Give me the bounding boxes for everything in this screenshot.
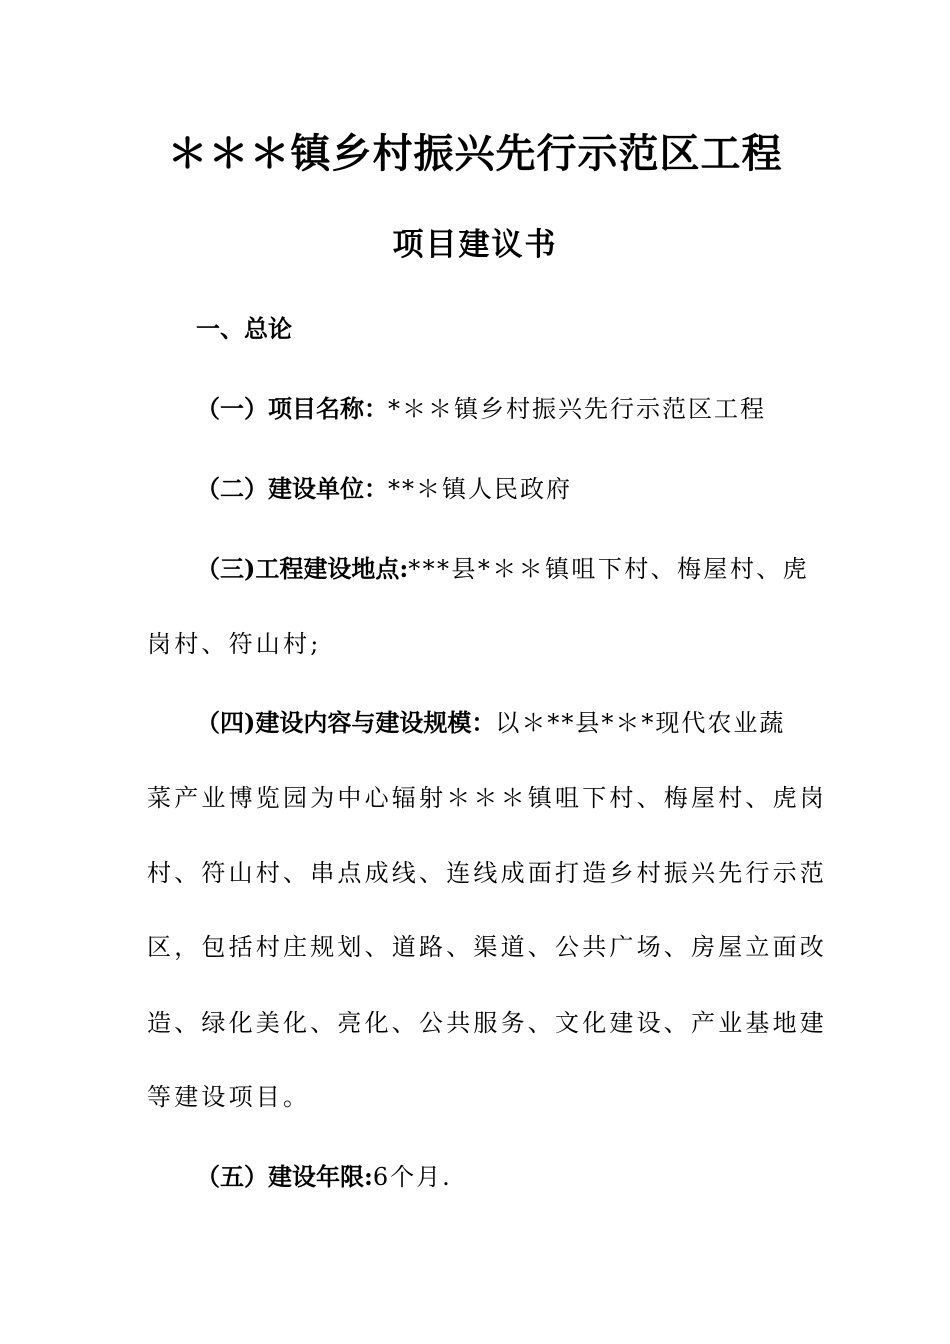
- item-value: ***县*＊＊镇咀下村、梅屋村、虎: [408, 555, 810, 583]
- item-value: *＊＊镇乡村振兴先行示范区工程: [388, 395, 766, 423]
- item-label: （五）建设年限:: [196, 1162, 373, 1191]
- section-heading: 一、总论: [196, 314, 292, 343]
- item-construction-period: [196, 1160, 452, 1194]
- item-construction-content: [196, 706, 785, 740]
- item-value: 以＊**县*＊*现代农业蔬: [495, 709, 786, 737]
- item-construction-site: [196, 552, 809, 586]
- content-line: 村、符山村、串点成线、连线成面打造乡村振兴先行示范: [147, 859, 827, 887]
- document-subtitle: 项目建议书: [392, 227, 558, 263]
- content-line: 造、绿化美化、亮化、公共服务、文化建设、产业基地建: [147, 1009, 827, 1037]
- content-line: 等建设项目。: [147, 1083, 311, 1111]
- item-label: （二）建设单位：: [196, 474, 388, 503]
- item-label: （一）项目名称：: [196, 394, 388, 423]
- item-construction-unit: [196, 472, 572, 506]
- content-line: 菜产业博览园为中心辐射＊＊＊镇咀下村、梅屋村、虎岗: [147, 784, 827, 812]
- item-value: 6个月.: [372, 1163, 452, 1191]
- item-project-name: [196, 392, 766, 426]
- item-label: （四)建设内容与建设规模：: [196, 708, 496, 737]
- content-line: 区，包括村庄规划、道路、渠道、公共广场、房屋立面改: [147, 933, 827, 961]
- item-construction-site-continuation: 岗村、符山村;: [147, 630, 322, 658]
- item-value: **＊镇人民政府: [388, 475, 572, 503]
- item-label: （三)工程建设地点:: [196, 554, 409, 583]
- document-title: ＊＊＊镇乡村振兴先行示范区工程: [167, 130, 783, 177]
